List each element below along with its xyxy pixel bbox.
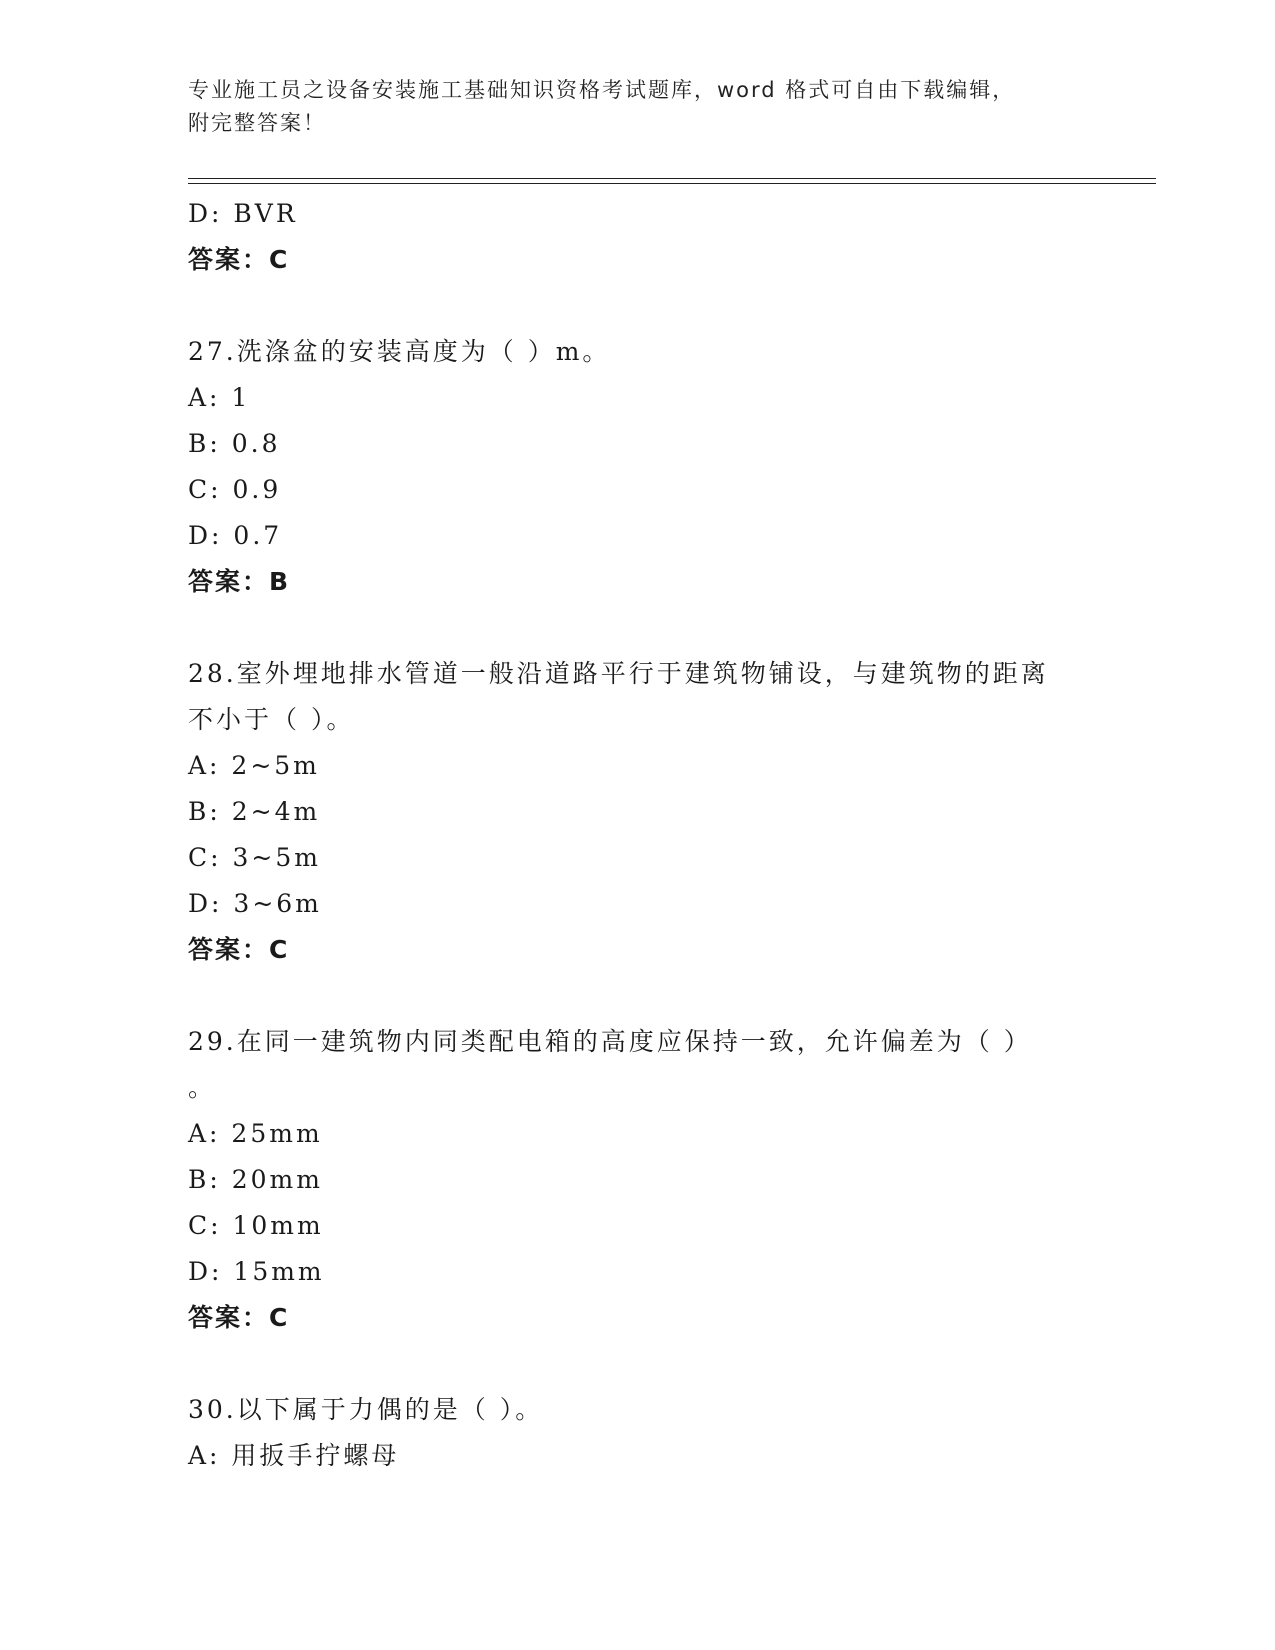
- question-stem: 27.洗涤盆的安装高度为（ ）m。: [188, 337, 611, 366]
- answer-line: 答案：C: [188, 935, 290, 964]
- header-divider-top: [188, 178, 1156, 179]
- option-a: A: 25mm: [188, 1119, 323, 1148]
- question-stem: 30.以下属于力偶的是（ ）。: [188, 1395, 544, 1424]
- question-stem-continued: 不小于（ ）。: [188, 705, 355, 734]
- spacer: [188, 283, 1088, 329]
- question-stem: 29.在同一建筑物内同类配电箱的高度应保持一致，允许偏差为（ ）: [188, 1027, 1032, 1056]
- option-a: A: 2~5m: [188, 751, 320, 780]
- spacer: [188, 973, 1088, 1019]
- question-list: [188, 191, 1088, 1479]
- option-c: C: 10mm: [188, 1211, 324, 1240]
- option-c: C: 0.9: [188, 475, 282, 504]
- option-d: D: BVR: [188, 199, 298, 228]
- spacer: [188, 605, 1088, 651]
- option-d: D: 15mm: [188, 1257, 325, 1286]
- question-27: [188, 329, 1088, 605]
- spacer: [188, 1341, 1088, 1387]
- answer-line: 答案：B: [188, 567, 291, 596]
- option-b: B: 2~4m: [188, 797, 321, 826]
- document-header: [188, 74, 1068, 140]
- header-divider-bottom: [188, 183, 1156, 184]
- answer-line: 答案：C: [188, 245, 290, 274]
- header-title-line-2: 附完整答案！: [188, 111, 326, 135]
- question-28: [188, 651, 1088, 973]
- option-d: D: 3~6m: [188, 889, 322, 918]
- question-stem-continued: 。: [188, 1073, 217, 1102]
- question-29: [188, 1019, 1088, 1341]
- option-d: D: 0.7: [188, 521, 283, 550]
- option-a: A: 1: [188, 383, 251, 412]
- question-stem: 28.室外埋地排水管道一般沿道路平行于建筑物铺设，与建筑物的距离: [188, 659, 1049, 688]
- option-a: A: 用扳手拧螺母: [188, 1441, 400, 1470]
- option-b: B: 0.8: [188, 429, 281, 458]
- option-c: C: 3~5m: [188, 843, 321, 872]
- option-b: B: 20mm: [188, 1165, 323, 1194]
- question-30: [188, 1387, 1088, 1479]
- header-title-line-1: 专业施工员之设备安装施工基础知识资格考试题库，word 格式可自由下载编辑，: [188, 78, 1016, 102]
- answer-line: 答案：C: [188, 1303, 290, 1332]
- question-26-partial: [188, 191, 1088, 283]
